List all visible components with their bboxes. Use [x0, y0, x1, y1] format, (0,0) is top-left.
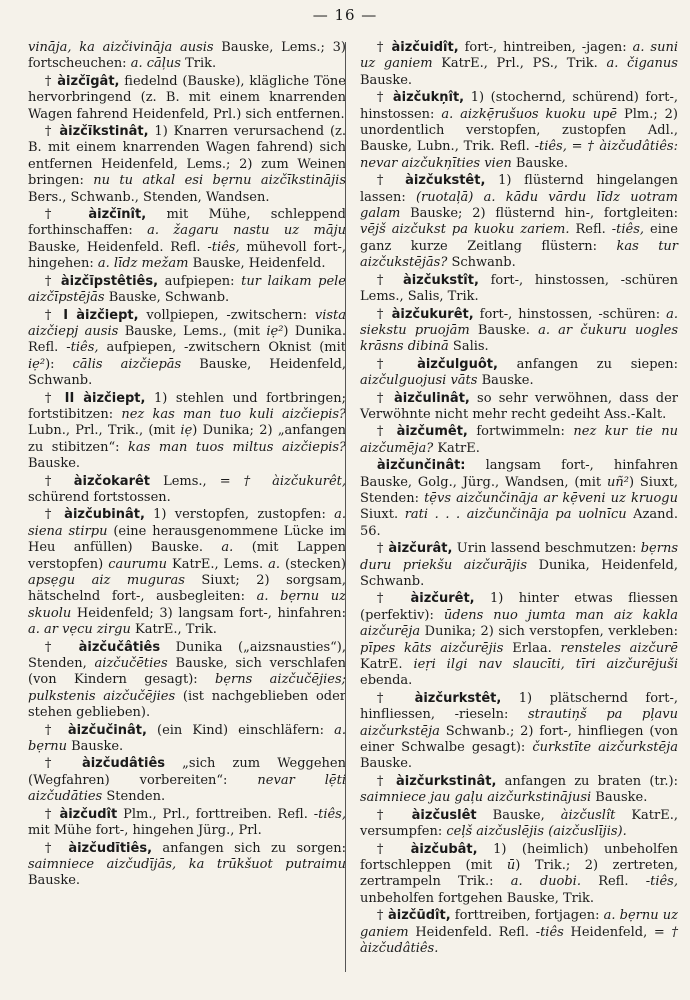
headword: àizčīkstinât, [53, 124, 149, 140]
gloss-text: Azand. 56. [360, 507, 678, 539]
example-text: a. līdz mežam [97, 256, 189, 272]
dagger-mark: † [376, 40, 386, 55]
gloss-text: Dunika („aizsnausties“), Stenden, [28, 639, 347, 672]
dictionary-entry [360, 173, 678, 271]
example-text: a. suni uz ganiem [360, 40, 678, 72]
gloss-text: langsam fort-, hinfahren Bauske, Golg., Jürg., Wandsen, (mit [360, 458, 678, 490]
dictionary-entry [360, 40, 678, 89]
headword: àizčīgât, [52, 73, 120, 89]
gloss-text: fort-, hinstossen, -schüren: [473, 306, 667, 322]
gloss-text: 1) (stochernd, schürend) fort-, hinstossen: [360, 90, 679, 122]
dictionary-entry [28, 40, 346, 73]
dictionary-entry [360, 391, 678, 424]
gloss-text: KatrE. [433, 440, 480, 456]
gloss-text: Urin lassend beschmutzen: [452, 541, 641, 557]
gloss-text: ) Trik.; 2) zertreten, zertrampeln Trik.: [360, 857, 678, 890]
dagger-mark: † [44, 806, 54, 822]
example-text: a. bẹrnu uz ganiem [360, 908, 679, 940]
gloss-text: Refl. [580, 874, 646, 890]
dagger-mark: † [44, 124, 54, 140]
gloss-text: 1) stehlen und fortbringen; fortstibitzen: [28, 390, 346, 422]
headword: àizčubinât, [55, 507, 145, 523]
headword: àizčuidît, [385, 40, 459, 55]
headword: àizčurât, [383, 541, 453, 557]
gloss-text: Bauske, Schwanb. [104, 290, 230, 306]
example-text: bẹrns aizčučējies; pulkstenis aizčučējies [28, 672, 346, 704]
example-text: -tiês, [611, 222, 645, 238]
example-text: † àizčukurêt, [243, 473, 346, 489]
headword: àizčurêt, [394, 591, 475, 607]
example-text: vista aizčiepj ausis [28, 307, 347, 339]
example-text: bẹrns duru priekšu aizčurājis [360, 541, 679, 573]
gloss-text: Bauske, Heidenfeld, Schwanb. [28, 356, 346, 389]
example-text: čurkstīte aizčurkstēja [532, 740, 678, 756]
example-text: iẹ [180, 423, 193, 439]
dictionary-entry [28, 207, 346, 273]
dagger-mark: † [44, 390, 56, 406]
dictionary-entry [28, 507, 346, 638]
headword: àizčurkstinât, [387, 773, 497, 789]
dagger-mark: † [376, 272, 391, 288]
dictionary-entry [28, 841, 346, 890]
gloss-text: Bauske; 2) flüsternd hin-, fortgleiten: [400, 206, 678, 222]
example-text: a. bẹrnu [28, 722, 347, 755]
headword: àizčumêt, [387, 424, 468, 440]
example-text: saimniece aizčudījās, ka trūkšuot putraimu [28, 856, 346, 872]
example-text: nu tu atkal esi bẹrnu aizčīkstinājis [93, 173, 347, 189]
headword: àizčīnît, [67, 207, 147, 223]
example-text: nez kur tie nu aizčumēja? [360, 424, 678, 456]
gloss-text: aufpiepen, -zwitschern Oknist (mit [98, 340, 346, 356]
gloss-text: Heidenfeld. Refl. [408, 924, 536, 940]
dictionary-entry [28, 807, 346, 840]
example-text: saimniece jau gaļu aizčurkstinājusi [360, 790, 592, 806]
gloss-text: Bers., Schwanb., Stenden, Wandsen. [28, 189, 270, 205]
gloss-text: eine ganz kurze Zeitlang flüstern: [360, 222, 678, 254]
dagger-mark: † [44, 307, 56, 323]
gloss-text: Trik. [180, 56, 217, 72]
dagger-mark: † [376, 306, 386, 322]
headword: àizčukstêt, [391, 173, 486, 189]
gloss-text: ): [45, 356, 73, 372]
example-text: kas tur aizčukstējās? [360, 238, 679, 271]
gloss-text: mühevoll fort-, hingehen: [28, 239, 346, 272]
headword: àizčunčinât: [376, 458, 466, 474]
example-text: † àizčudâtiês: nevar aizčukņīties vien [360, 139, 678, 171]
example-text: uñ² [606, 474, 629, 490]
dictionary-entry [360, 774, 678, 807]
dictionary-entry [28, 308, 346, 390]
example-text: iẹ² [266, 323, 284, 339]
gloss-text: Schwanb. [447, 255, 516, 271]
gloss-text: Refl. [569, 222, 612, 238]
dictionary-entry [28, 723, 346, 756]
dagger-mark: † [44, 840, 58, 856]
gloss-text: 1) plätschernd fort-, hinfliessen, -rieseln: [360, 690, 679, 723]
dictionary-entry [360, 541, 678, 590]
gloss-text: fort-, hinstossen, -schüren Lems., Salis, Trik. [360, 272, 678, 305]
dagger-mark: † [376, 356, 398, 372]
example-text: a. [221, 540, 234, 556]
example-text: rensteles aizčurē [560, 640, 678, 656]
gloss-text: Heidenfeld; 3) langsam fort-, hinfahren: [71, 605, 346, 621]
example-text: vējš aizčukst pa kuoku zariem. [360, 222, 570, 238]
headword: àizčulinât, [386, 390, 470, 406]
gloss-text: anfangen zu braten (tr.): [496, 773, 678, 789]
dagger-mark: † [44, 473, 61, 489]
example-text: ūdens nuo jumta man aiz kakla aizčurēja [360, 607, 678, 640]
dictionary-entry [28, 474, 346, 507]
gloss-text: = [566, 139, 588, 155]
gloss-text: Bauske. [469, 322, 539, 338]
headword: àizčučâtiês [62, 639, 161, 655]
gloss-text: KatrE., versumpfen: [360, 807, 679, 840]
example-text: vināja, ka aizčivināja ausis [28, 40, 214, 55]
dagger-mark: † [376, 173, 392, 189]
dagger-mark: † [44, 639, 63, 655]
gloss-text: fiedelnd (Bauske), klägliche Töne hervorbringend (z. B. mit einem knarrenden Wagen fahrend Heidenfeld, Prl.) sich entfernen. [28, 73, 347, 122]
example-text: ū [506, 857, 516, 873]
dagger-mark: † [44, 73, 53, 89]
example-text: àizčuslît [560, 807, 616, 823]
example-text: a. [268, 556, 281, 572]
dictionary-entry [360, 273, 678, 306]
example-text: a. ar vẹcu zirgu [28, 622, 131, 638]
dagger-mark: † [44, 756, 65, 772]
gloss-text: „sich zum Weggehen (Wegfahren) vorbereiten“: [28, 756, 346, 788]
gloss-text: Bauske, Heidenfeld. [188, 256, 326, 272]
gloss-text: Bauske. [66, 739, 124, 755]
dagger-mark: † [376, 690, 397, 706]
dictionary-entry [28, 124, 346, 206]
gloss-text: ebenda. [360, 673, 413, 689]
dagger-mark: † [44, 722, 58, 738]
gloss-text: vollpiepen, -zwitschern: [138, 307, 315, 323]
dagger-mark: † [376, 390, 387, 406]
example-text: aizčulguojusi vāts [360, 373, 478, 389]
example-text: a. cāļus [130, 56, 181, 72]
example-text: -tiês, [313, 806, 346, 822]
gloss-text: 1) hinter etwas fliessen (perfektiv): [360, 591, 678, 623]
dictionary-entry [28, 640, 346, 722]
gloss-text: anfangen sich zu sorgen: [152, 840, 346, 856]
page-number: — 16 — [312, 6, 378, 24]
dagger-mark: † [376, 424, 388, 440]
gloss-text: Bauske, Lems., (mit [118, 323, 267, 339]
gloss-text: 1) (heimlich) unbeholfen fortschleppen (mit [360, 841, 679, 873]
gloss-text: unbeholfen fortgehen Bauske, Trik. [360, 890, 595, 906]
example-text: ceļš aizčuslējis (aizčuslījis). [446, 824, 627, 840]
dictionary-entry [28, 391, 346, 473]
gloss-text: Plm.; 2) unordentlich verstopfen, zustopfen Adl., Bauske, Lubn., Trik. Refl. [360, 106, 679, 155]
gloss-text: Bauske. [477, 373, 534, 389]
example-text: a. siekstu pruojām [360, 306, 679, 338]
example-text: -tiês, [645, 874, 678, 890]
gloss-text: Bauske. [28, 873, 81, 889]
headword: àizčurkstêt, [396, 690, 502, 706]
example-text: -tiês, [66, 340, 99, 356]
example-text: tẹ̄vs aizčunčināja ar kẹ̄veni uz kruogu [424, 490, 678, 506]
dagger-mark: † [44, 507, 56, 523]
headword: àizčudît [53, 806, 118, 822]
gloss-text: (ist nachgeblieben oder stehen geblieben). [28, 688, 346, 721]
example-text: pīpes kāts aizčurējis [360, 640, 504, 656]
gloss-text: Siuxt. [360, 507, 405, 523]
dictionary-entry [360, 842, 678, 908]
gloss-text: KatrE., Lems. [166, 556, 269, 572]
gloss-text: mit Mühe fort-, hingehen Jürg., Prl. [28, 823, 262, 839]
headword: I àizčiept, [55, 307, 139, 323]
headword: II àizčiept, [55, 390, 146, 406]
dictionary-entry [360, 90, 678, 172]
gloss-text: Heidenfeld, = [563, 924, 672, 940]
gloss-text: Bauske. [28, 456, 81, 472]
dictionary-entry [360, 808, 678, 841]
example-text: aizčučēties [94, 656, 168, 672]
gloss-text: Bauske, [476, 807, 561, 823]
example-text: rati . . . aizčunčināja pa uolnīcu [404, 507, 627, 523]
gloss-text: fort-, hintreiben, -jagen: [458, 40, 633, 55]
dagger-mark: † [376, 773, 388, 789]
gloss-text: Schwanb.; 2) fort-, hinfliegen (von einer Schwalbe gesagt): [360, 723, 678, 756]
gloss-text: Plm., Prl., forttreiben. Refl. [117, 806, 314, 822]
example-text: -tiês [535, 924, 564, 940]
gloss-text: 1) Knarren verursachend (z. B. mit einem knarrenden Wagen fahrend) sich entfernen Heidenfeld, Lems.; 2) zum Weinen bringen: [28, 124, 347, 189]
example-text: strautiņš pa pļavu aizčurkstēja [360, 707, 678, 739]
dictionary-entry [28, 274, 346, 307]
headword: àizčokarêt [60, 473, 151, 489]
example-text: a. aizkẹ̄rušuos kuoku upē [441, 106, 618, 122]
dictionary-entry [360, 458, 678, 540]
headword: àizčīpstêtiês, [53, 273, 159, 289]
example-text: -tiês, [534, 139, 567, 155]
dagger-mark: † [44, 207, 68, 223]
dagger-mark: † [44, 273, 54, 289]
example-text: a. siena stirpu [28, 507, 347, 539]
headword: àizčudītiês, [57, 840, 153, 856]
dagger-mark: † [376, 908, 384, 924]
gloss-text: KatrE. [360, 657, 414, 673]
gloss-text: Stenden. [102, 789, 166, 805]
headword: àizčukstît, [390, 272, 479, 288]
gloss-text: Lems., = [150, 473, 244, 489]
headword: àizčukurêt, [385, 306, 474, 322]
column-divider [345, 42, 346, 972]
example-text: (ruotaļā) a. kādu vārdu līdz uotram galam [360, 189, 678, 222]
gloss-text: Salis. [448, 339, 489, 355]
gloss-text: (eine herausgenommene Lücke im Heu anfüllen) Bauske. [28, 523, 346, 556]
right-column [360, 40, 678, 958]
example-text: a. čiganus [606, 56, 678, 72]
gloss-text: Bauske. [591, 790, 648, 806]
gloss-text: Bauske, Lems.; 3) fortscheuchen: [28, 40, 346, 72]
gloss-text: aufpiepen: [158, 273, 242, 289]
example-text: nevar lẹ̄ti aizčudāties [28, 772, 346, 805]
gloss-text: ) Dunika; 2) „anfangen zu stibitzen“: [28, 423, 347, 455]
gloss-text: anfangen zu siepen: [497, 356, 679, 372]
gloss-text: forttreiben, fortjagen: [450, 908, 604, 924]
example-text: tur laikam pele aizčīpstējās [28, 273, 346, 306]
example-text: a. duobi. [510, 874, 581, 890]
gloss-text: ) Siuxt, Stenden: [360, 474, 678, 506]
gloss-text: Dunika; 2) sich verstopfen, verkleben: [420, 624, 678, 640]
gloss-text: mit Mühe, schleppend forthinschaffen: [28, 207, 346, 239]
example-text: iẹ² [28, 356, 46, 372]
headword: àizčulguôt, [397, 356, 498, 372]
dagger-mark: † [376, 90, 386, 106]
gloss-text: ) Dunika. Refl. [28, 323, 346, 356]
headword: àizčudâtiês [64, 756, 166, 772]
dagger-mark: † [376, 841, 395, 857]
gloss-text: Siuxt; 2) sorgsam, hätschelnd fort-, ausbegleiten: [28, 573, 347, 605]
gloss-text: (ein Kind) einschläfern: [146, 722, 335, 738]
gloss-text: Dunika, Heidenfeld, Schwanb. [360, 557, 679, 589]
left-column [28, 40, 346, 891]
example-text: nez kas man tuo kuli aizčiepis? [121, 406, 347, 422]
dictionary-entry [360, 908, 678, 957]
headword: àizčučinât, [57, 722, 147, 738]
dictionary-entry [360, 691, 678, 773]
dagger-mark: † [376, 541, 384, 557]
gloss-text: (mit Lappen verstopfen) [28, 540, 346, 572]
gloss-text: Bauske. [360, 756, 413, 772]
dictionary-entry [28, 74, 346, 123]
gloss-text: Bauske, Heidenfeld. Refl. [28, 239, 208, 255]
gloss-text: Bauske. [511, 155, 568, 171]
dagger-mark: † [376, 591, 395, 607]
example-text: a. ar čukuru uogles krāsns dibinā [360, 322, 678, 355]
dictionary-entry [360, 357, 678, 390]
example-text: cālis aizčiepās [72, 356, 182, 372]
dictionary-entry [360, 307, 678, 356]
gloss-text: schürend fortstossen. [28, 489, 171, 505]
gloss-text: so sehr verwöhnen, dass der Verwöhnte nicht mehr recht gedeiht Ass.-Kalt. [360, 390, 678, 422]
gloss-text: Erlaa. [503, 640, 561, 656]
gloss-text: KatrE., Prl., PS., Trik. [432, 56, 607, 72]
headword: àizčūdît, [383, 908, 451, 924]
gloss-text: Bauske, sich verschlafen (von Kindern gesagt): [28, 656, 346, 688]
example-text: ieṛi ilgi nav slaucīti, tīri aizčurējuši [413, 657, 679, 673]
gloss-text: Lubn., Prl., Trik., (mit [28, 423, 181, 439]
gloss-text: KatrE., Trik. [130, 622, 217, 638]
example-text: caurumu [108, 556, 167, 572]
example-text: a. bẹrnu uz skuolu [28, 589, 347, 621]
example-text: -tiês, [207, 239, 240, 255]
gloss-text: Bauske. [360, 72, 413, 88]
gloss-text: 1) verstopfen, zustopfen: [144, 507, 335, 523]
gloss-text: fortwimmeln: [467, 424, 574, 440]
example-text: kas man tuos miltus aizčiepis? [128, 439, 347, 455]
headword: àizčukņît, [385, 90, 465, 106]
dagger-mark: † [376, 807, 396, 823]
headword: àizčubât, [394, 841, 478, 857]
example-text: a. žagaru nastu uz māju [147, 223, 346, 239]
example-text: apsẹgu aiz muguras [28, 573, 185, 588]
gloss-text: 1) flüsternd hingelangen lassen: [360, 173, 678, 205]
dictionary-entry [360, 424, 678, 457]
headword: àizčuslêt [395, 807, 477, 823]
dictionary-entry [28, 756, 346, 805]
example-text: † àizčudâtiês. [360, 924, 678, 956]
gloss-text: (stecken) [280, 556, 346, 572]
dictionary-entry [360, 591, 678, 689]
